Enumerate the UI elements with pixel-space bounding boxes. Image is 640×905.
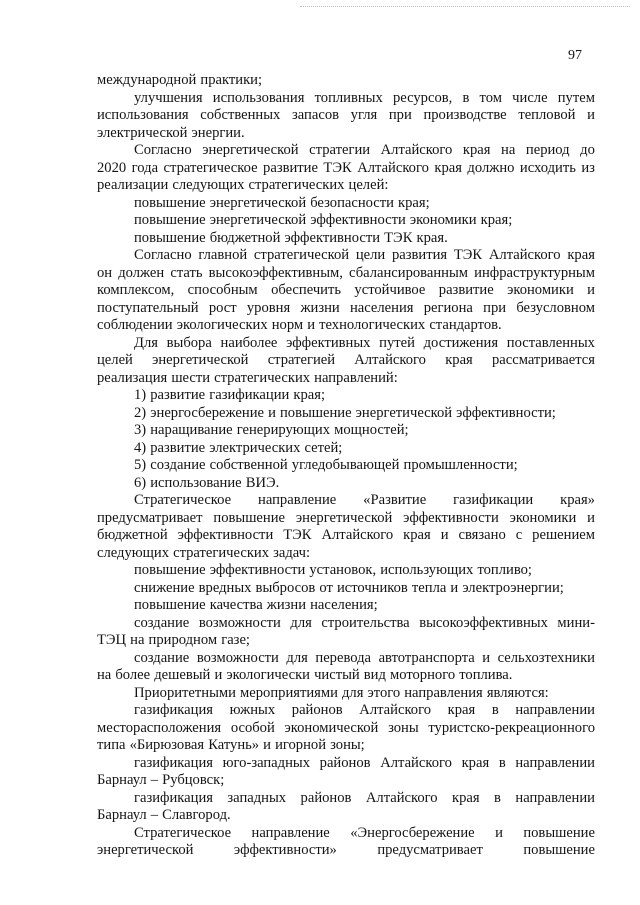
text-line: повышение бюджетной эффективности ТЭК края. [134, 229, 448, 246]
text-line: Стратегическое направление «Энергосбережение и повышение [134, 824, 595, 841]
text-line: Барнаул – Славгород. [97, 807, 231, 823]
text-line: использования собственных запасов угля при производстве тепловой и [97, 107, 595, 123]
text-line: 2) энергосбережение и повышение энергетической эффективности; [134, 404, 556, 421]
page-number: 97 [568, 48, 582, 63]
text-line: месторасположения особой экономической зоны туристско-рекреационного [97, 719, 595, 736]
text-line: 3) наращивание генерирующих мощностей; [134, 422, 409, 438]
text-line: улучшения использования топливных ресурсов, в том числе путем [134, 89, 595, 106]
text-line: предусматривает повышение энергетической эффективности экономики и [97, 509, 595, 526]
text-line: он должен стать высокоэффективным, сбалансированным инфраструктурным [97, 264, 595, 281]
text-line: электрической энергии. [97, 124, 245, 141]
text-line: Приоритетными мероприятиями для этого направления являются: [134, 684, 549, 701]
text-line: повышение качества жизни населения; [134, 597, 378, 613]
text-line: повышение энергетической эффективности экономики края; [134, 212, 513, 228]
text-line: бюджетной эффективности ТЭК Алтайского края и связано с решением [97, 527, 595, 543]
text-line: целей энергетической стратегией Алтайского края рассматривается [97, 352, 595, 368]
text-line: 6) использование ВИЭ. [134, 474, 280, 491]
text-line: повышение эффективности установок, использующих топливо; [134, 562, 532, 578]
text-line: Согласно энергетической стратегии Алтайского края на период до [134, 142, 595, 158]
text-line: поступательный рост уровня жизни населения региона при безусловном [97, 299, 595, 316]
text-line: типа «Бирюзовая Катунь» и игорной зоны; [97, 737, 365, 753]
text-line: Барнаул – Рубцовск; [97, 772, 225, 788]
text-line: газификация юго-западных районов Алтайского края в направлении [134, 754, 595, 771]
text-line: газификация западных районов Алтайского края в направлении [134, 789, 595, 806]
document-body [97, 72, 595, 860]
text-line: 2020 года стратегическое развитие ТЭК Алтайского края должно исходить из [97, 159, 595, 176]
text-line: газификация южных районов Алтайского края в направлении [134, 702, 595, 718]
text-line: создание возможности для перевода автотранспорта и сельхозтехники [134, 649, 595, 666]
text-line: на более дешевый и экологически чистый вид моторного топлива. [97, 667, 513, 683]
text-line: соблюдении экологических норм и технологических стандартов. [97, 317, 502, 333]
text-line: следующих стратегических задач: [97, 544, 311, 561]
text-line: 1) развитие газификации края; [134, 387, 326, 403]
text-line: ТЭЦ на природном газе; [97, 632, 250, 648]
text-line: Стратегическое направление «Развитие газификации края» [134, 492, 595, 508]
text-line: Согласно главной стратегической цели развития ТЭК Алтайского края [134, 247, 595, 263]
text-line: Для выбора наиболее эффективных путей достижения поставленных [134, 334, 595, 351]
text-line: комплексом, способным обеспечить устойчивое развитие экономики и [97, 282, 595, 298]
text-line: 5) создание собственной угледобывающей промышленности; [134, 457, 518, 473]
text-line: международной практики; [97, 72, 263, 88]
text-line: энергетической эффективности» предусматривает повышение [97, 842, 595, 858]
text-line: снижение вредных выбросов от источников тепла и электроэнергии; [134, 579, 564, 596]
text-line: повышение энергетической безопасности края; [134, 194, 430, 211]
text-line: 4) развитие электрических сетей; [134, 439, 343, 456]
text-line: реализации следующих стратегических целей: [97, 177, 389, 193]
text-line: создание возможности для строительства высокоэффективных мини- [134, 614, 595, 631]
scan-artifact-line [300, 6, 630, 9]
text-line: реализация шести стратегических направлений: [97, 369, 398, 386]
